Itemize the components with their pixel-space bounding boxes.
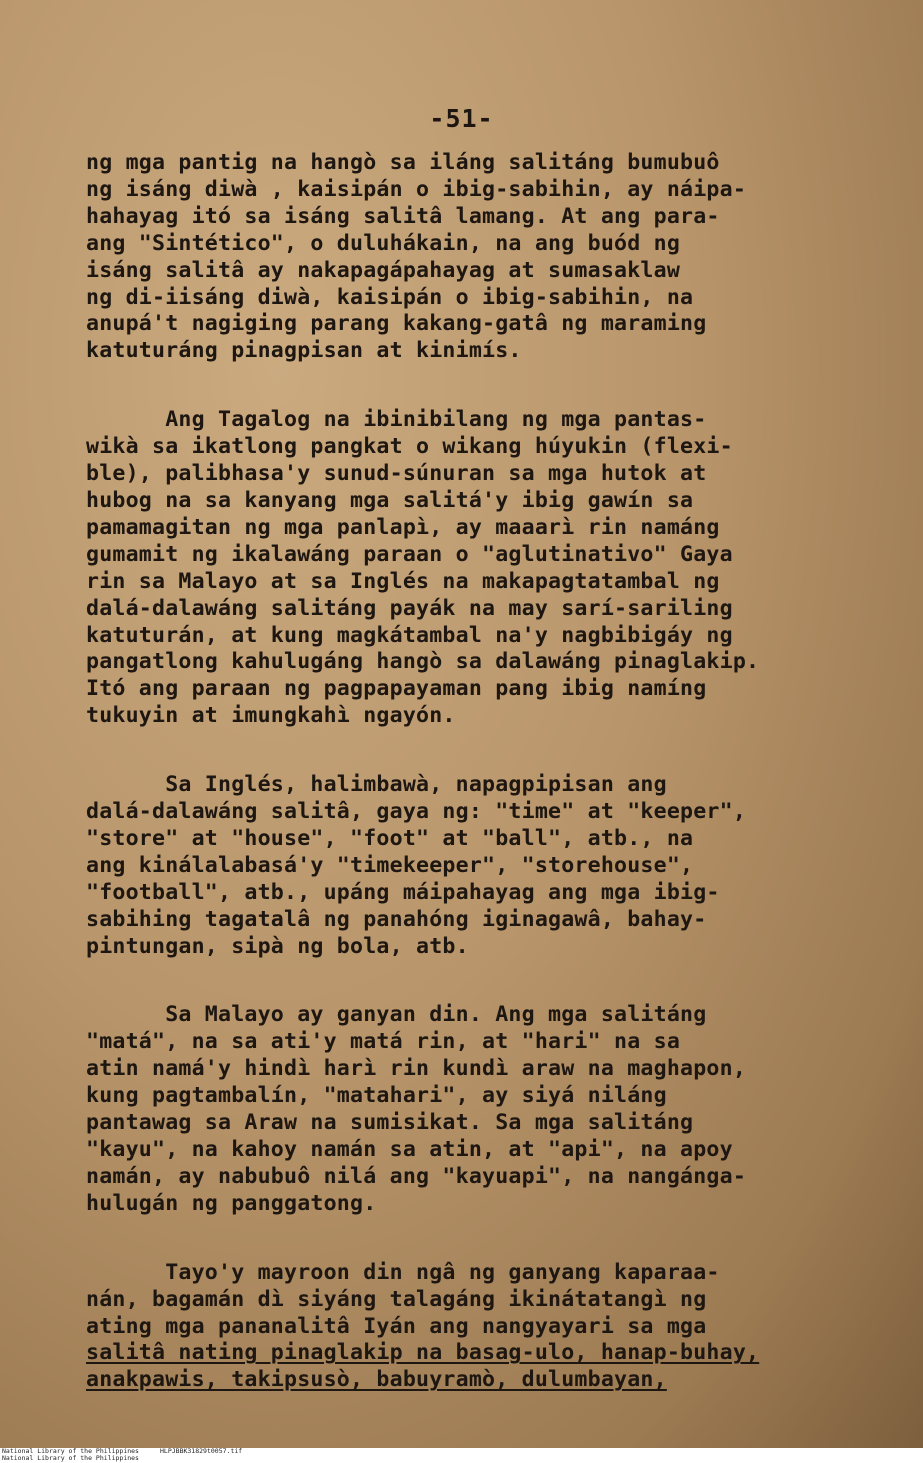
text-line: anupá't nagiging parang kakang-gatâ ng maraming [86, 311, 707, 337]
paragraph-1 [86, 150, 886, 365]
text-line: katuturáng pinagpisan at kinimís. [86, 338, 522, 364]
text-line: ang kinálalabasá'y "timekeeper", "storehouse", [86, 852, 694, 878]
text-line: ng isáng diwà , kaisipán o ibig-sabihin, ay náipa- [86, 176, 747, 202]
body-text [86, 150, 886, 1436]
footer-library-line: National Library of the Philippines [2, 1454, 139, 1462]
text-line: ng di-iisáng diwà, kaisipán o ibig-sabihin, na [86, 284, 694, 310]
text-line: "football", atb., upáng máipahayag ang mga ibig- [86, 879, 720, 905]
text-line: pintungan, sipà ng bola, atb. [86, 933, 469, 959]
text-line-underlined: anakpawis, takipsusò, babuyramò, dulumbayan, [86, 1367, 667, 1393]
text-line: Sa Inglés, halimbawà, napagpipisan ang [86, 772, 667, 798]
text-line: katuturán, at kung magkátambal na'y nagbibigáy ng [86, 622, 733, 648]
text-line: rin sa Malayo at sa Inglés na makapagtatambal ng [86, 568, 720, 594]
paragraph-3 [86, 772, 886, 960]
footer-library-labels [2, 1448, 139, 1462]
page-number: -51- [429, 104, 494, 133]
text-line: dalá-dalawáng salitáng payák na may sarí-sariling [86, 595, 733, 621]
text-line: Itó ang paraan ng pagpapayaman pang ibig namíng [86, 676, 707, 702]
text-line: atin namá'y hindì harì rin kundì araw na maghapon, [86, 1056, 747, 1082]
text-line: Ang Tagalog na ibinibilang ng mga pantas- [86, 407, 707, 433]
text-line: wikà sa ikatlong pangkat o wikang húyukin (flexi- [86, 434, 733, 460]
text-line: ng mga pantig na hangò sa iláng salitáng bumubuô [86, 150, 720, 175]
text-line: kung pagtambalín, "matahari", ay siyá niláng [86, 1083, 667, 1109]
paragraph-5 [86, 1260, 886, 1395]
text-line: dalá-dalawáng salitâ, gaya ng: "time" at "keeper", [86, 799, 747, 825]
footer-library-line: National Library of the Philippines [2, 1447, 139, 1455]
text-line: pamamagitan ng mga panlapì, ay maaarì rin namáng [86, 514, 720, 540]
text-line: Sa Malayo ay ganyan din. Ang mga salitáng [86, 1002, 707, 1028]
text-line: "matá", na sa ati'y matá rin, at "hari" na sa [86, 1029, 681, 1055]
footer-file-id: HLPJBBK31829t0057.tif [160, 1447, 243, 1455]
text-line: gumamit ng ikalawáng paraan o "aglutinativo" Gaya [86, 541, 733, 567]
text-line: hubog na sa kanyang mga salitá'y ibig gawín sa [86, 487, 694, 513]
text-line: ating mga pananalitâ Iyán ang nangyayari sa mga [86, 1313, 707, 1339]
text-line: Tayo'y mayroon din ngâ ng ganyang kaparaa- [86, 1259, 720, 1285]
text-line: isáng salitâ ay nakapagápahayag at sumasaklaw [86, 257, 681, 283]
text-line: pantawag sa Araw na sumisikat. Sa mga salitáng [86, 1110, 694, 1136]
text-line: hahayag itó sa isáng salitâ lamang. At ang para- [86, 203, 720, 229]
text-line: namán, ay nabubuô nilá ang "kayuapi", na nangánga- [86, 1163, 747, 1189]
text-line: nán, bagamán dì siyáng talagáng ikinátatangì ng [86, 1286, 707, 1312]
text-line: hulugán ng panggatong. [86, 1190, 377, 1216]
scan-footer [0, 1448, 923, 1463]
text-line: "kayu", na kahoy namán sa atin, at "api", na apoy [86, 1137, 733, 1162]
text-line: pangatlong kahulugáng hangò sa dalawáng pinaglakip. [86, 649, 760, 675]
text-line: "store" at "house", "foot" at "ball", atb., na [86, 825, 694, 851]
paragraph-4 [86, 1002, 886, 1217]
paragraph-2 [86, 407, 886, 730]
text-line: tukuyin at imungkahì ngayón. [86, 703, 456, 729]
text-line: ang "Sintético", o duluhákain, na ang buód ng [86, 230, 681, 256]
text-line: ble), palibhasa'y sunud-súnuran sa mga hutok at [86, 461, 707, 487]
text-line: sabihing tagatalâ ng panahóng iginagawâ, bahay- [86, 906, 707, 932]
text-line-underlined: salitâ nating pinaglakip na basag-ulo, hanap-buhay, [86, 1340, 760, 1366]
